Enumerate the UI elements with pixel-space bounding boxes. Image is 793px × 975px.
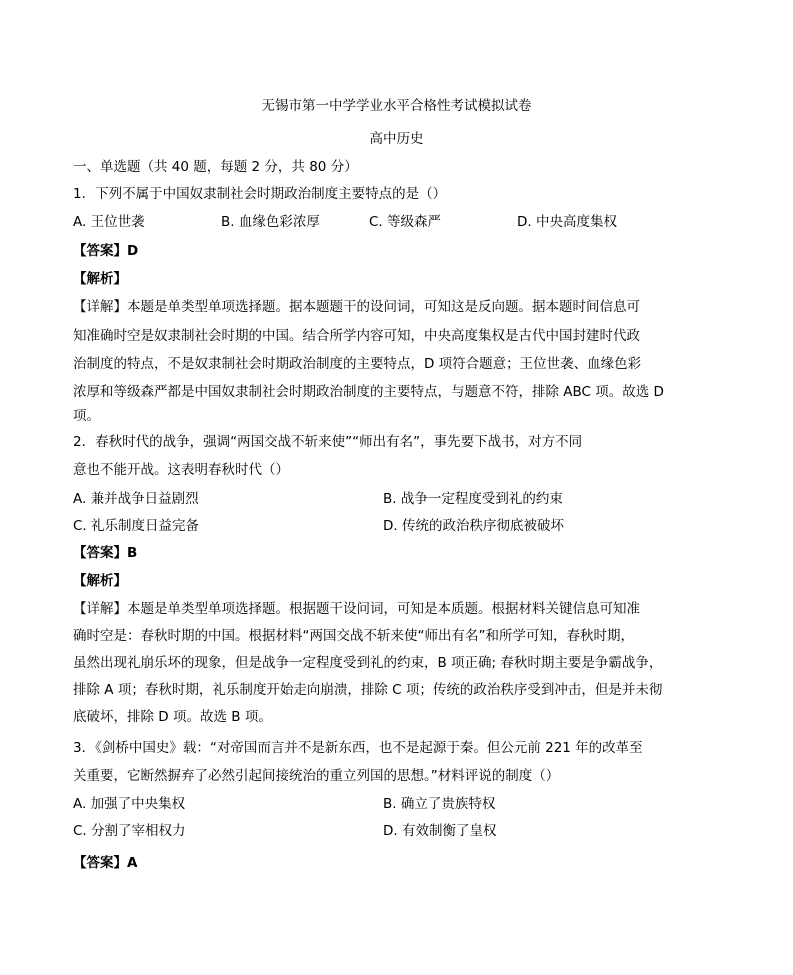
- exam-title: 无锡市第一中学学业水平合格性考试模拟试卷: [261, 98, 532, 114]
- q3-stem-line: 关重要，它断然摒弃了必然引起间接统治的重立列国的思想。”材料评说的制度（）: [73, 768, 560, 784]
- q3-option-a: A. 加强了中央集权: [73, 796, 186, 812]
- q2-stem-line: 2．春秋时代的战争，强调“两国交战不斩来使”“师出有名”，事先要下战书，对方不同: [73, 434, 583, 450]
- q2-stem-line: 意也不能开战。这表明春秋时代（）: [73, 462, 289, 478]
- q1-detail-line: 治制度的特点，不是奴隶制社会时期政治制度的主要特点，D 项符合题意；王位世袭、血缘色彩: [73, 356, 642, 372]
- q1-answer: 【答案】D: [73, 243, 139, 259]
- q1-detail-line: 【详解】本题是单类型单项选择题。据本题题干的设问词，可知这是反向题。据本题时间信息可: [73, 299, 640, 315]
- q3-stem-line: 3．《剑桥中国史》载：“对帝国而言并不是新东西，也不是起源于秦。但公元前 221 年的改革至: [73, 740, 643, 756]
- exam-subject: 高中历史: [369, 131, 424, 147]
- q2-detail-line: 底破坏，排除 D 项。故选 B 项。: [73, 709, 272, 725]
- q1-option-c: C. 等级森严: [369, 214, 442, 230]
- section-heading: 一、单选题（共 40 题，每题 2 分，共 80 分）: [73, 159, 358, 175]
- q2-option-d: D. 传统的政治秩序彻底被破坏: [383, 518, 564, 534]
- q1-option-b: B. 血缘色彩浓厚: [221, 214, 320, 230]
- q2-detail-line: 【详解】本题是单类型单项选择题。根据题干设问词，可知是本质题。根据材料关键信息可知准: [73, 601, 640, 617]
- q2-option-c: C. 礼乐制度日益完备: [73, 518, 200, 534]
- q1-option-a: A. 王位世袭: [73, 214, 145, 230]
- q3-option-d: D. 有效制衡了皇权: [383, 823, 497, 839]
- q2-answer: 【答案】B: [73, 545, 138, 561]
- q1-detail-line: 浓厚和等级森严都是中国奴隶制社会时期政治制度的主要特点，与题意不符，排除 ABC 项。故选 D: [73, 384, 664, 400]
- q2-option-a: A. 兼并战争日益剧烈: [73, 491, 199, 507]
- q2-detail-line: 排除 A 项；春秋时期，礼乐制度开始走向崩溃，排除 C 项；传统的政治秩序受到冲击，但是并未彻: [73, 682, 663, 698]
- q1-analysis-label: 【解析】: [73, 271, 127, 287]
- q3-option-b: B. 确立了贵族特权: [383, 796, 496, 812]
- q3-option-c: C. 分割了宰相权力: [73, 823, 186, 839]
- q1-detail-line: 知准确时空是奴隶制社会时期的中国。结合所学内容可知，中央高度集权是古代中国封建时代政: [73, 328, 640, 344]
- q1-stem: 1．下列不属于中国奴隶制社会时期政治制度主要特点的是（）: [73, 186, 447, 202]
- q2-detail-line: 确时空是：春秋时期的中国。根据材料“两国交战不斩来使“师出有名”和所学可知，春秋时期，: [73, 628, 634, 644]
- q1-option-d: D. 中央高度集权: [517, 214, 617, 230]
- q2-option-b: B. 战争一定程度受到礼的约束: [383, 491, 563, 507]
- q2-detail-line: 虽然出现礼崩乐坏的现象，但是战争一定程度受到礼的约束，B 项正确; 春秋时期主要是争霸战争，: [73, 655, 663, 671]
- q1-detail-line: 项。: [73, 408, 100, 424]
- q3-answer: 【答案】A: [73, 855, 138, 871]
- q2-analysis-label: 【解析】: [73, 573, 127, 589]
